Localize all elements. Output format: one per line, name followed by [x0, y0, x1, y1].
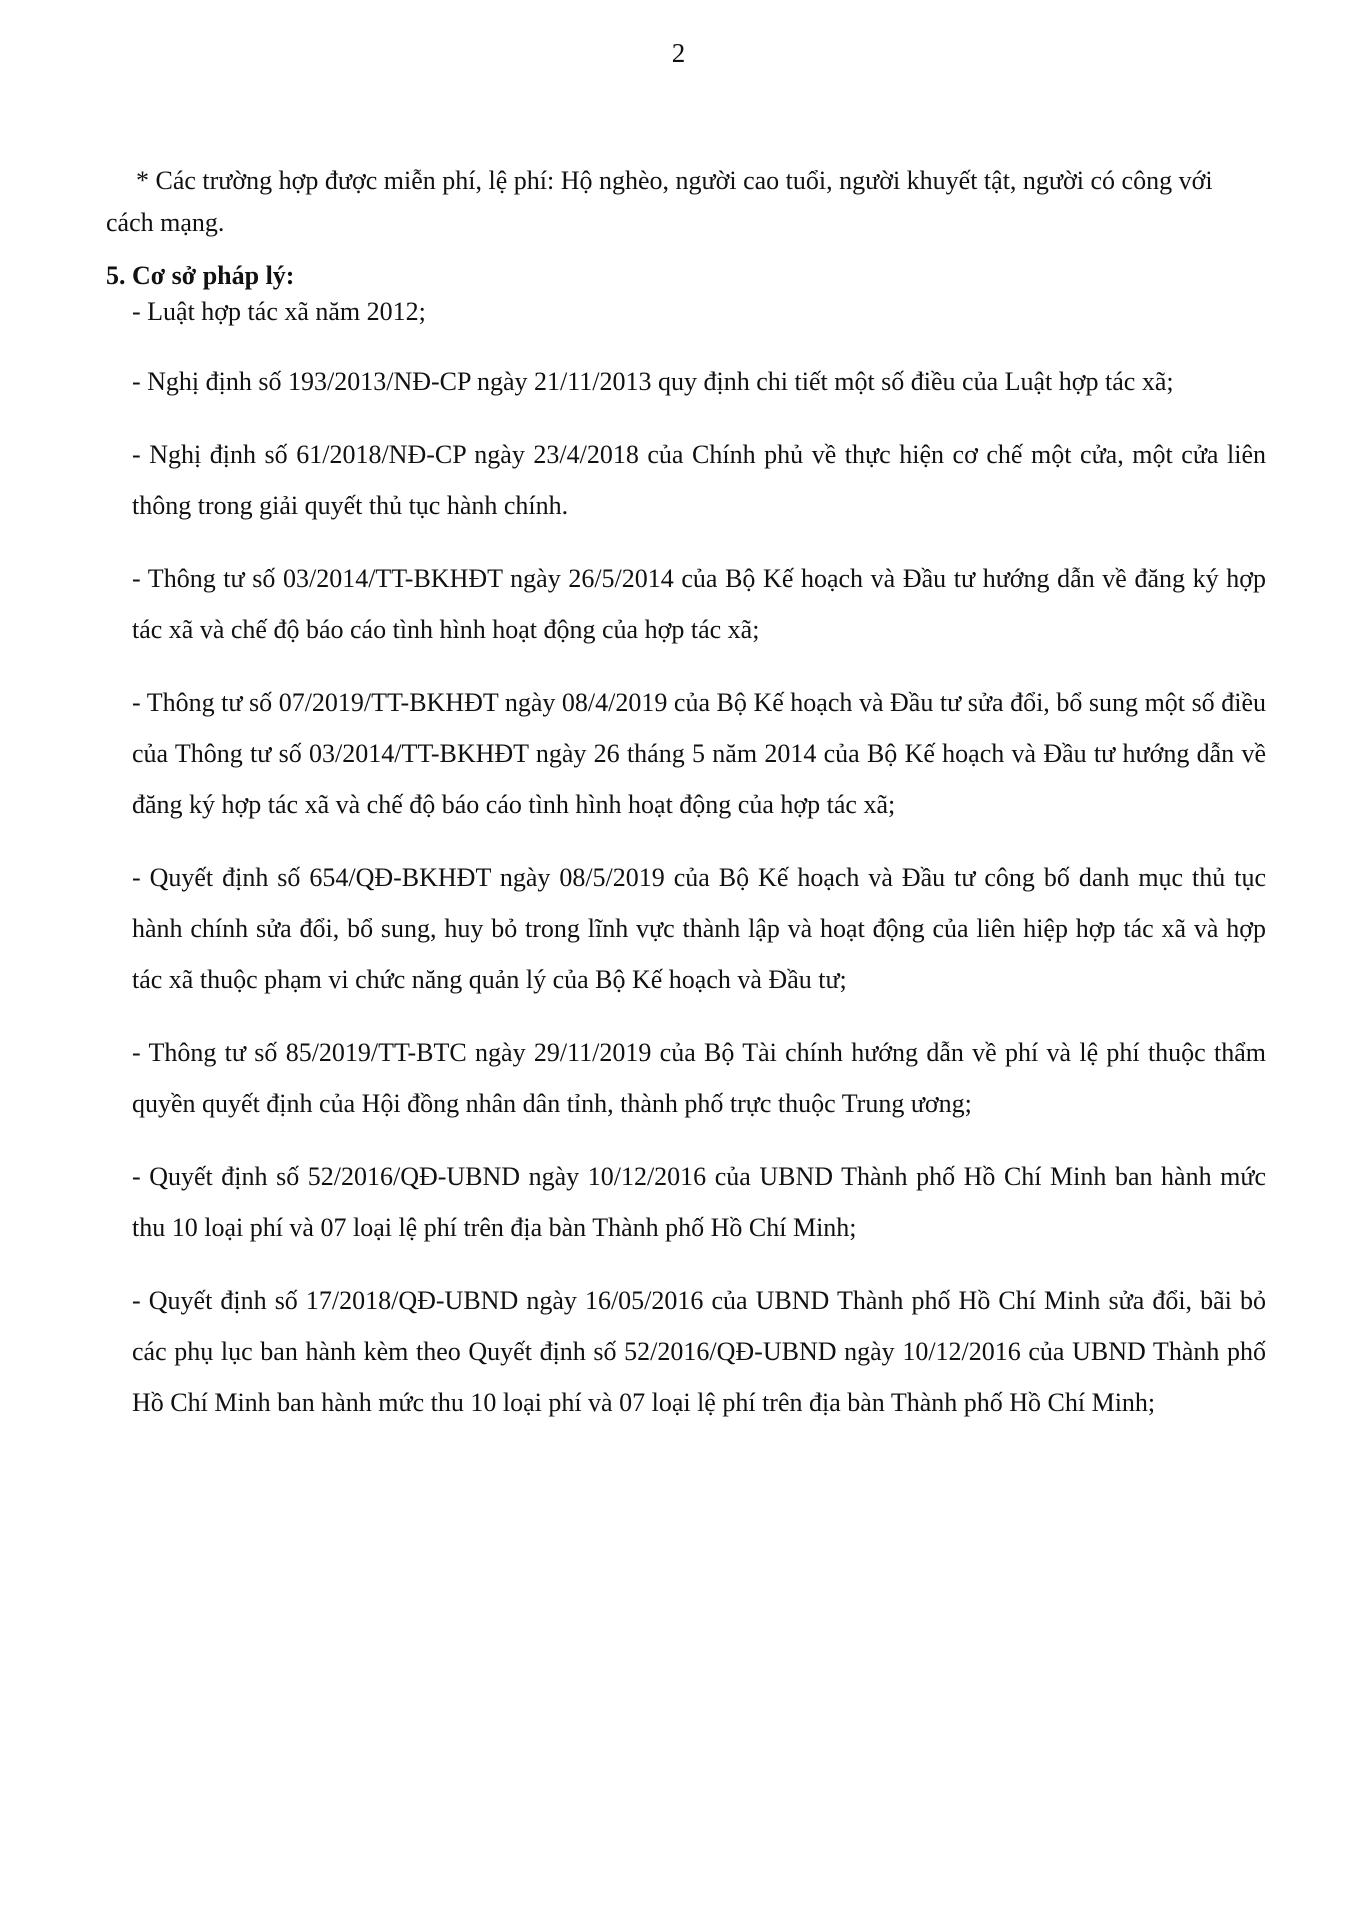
fee-exemption-note: * Các trường hợp được miễn phí, lệ phí: Hộ nghèo, người cao tuổi, người khuyết tật, người có công với cách mạng. [106, 166, 1213, 237]
legal-basis-item: - Luật hợp tác xã năm 2012; [132, 297, 426, 326]
legal-basis-item: - Thông tư số 07/2019/TT-BKHĐT ngày 08/4/2019 của Bộ Kế hoạch và Đầu tư sửa đổi, bổ sung một số điều của Thông tư số 03/2014/TT-BKHĐT ngày 26 tháng 5 năm 2014 của Bộ Kế hoạch và Đầu tư hướng dẫn về đăng ký hợp tác xã và chế độ báo cáo tình hình hoạt động của hợp tác xã; [132, 688, 1266, 819]
legal-basis-item: - Quyết định số 654/QĐ-BKHĐT ngày 08/5/2019 của Bộ Kế hoạch và Đầu tư công bố danh mục thủ tục hành chính sửa đổi, bổ sung, huy bỏ trong lĩnh vực thành lập và hoạt động của liên hiệp hợp tác xã và hợp tác xã thuộc phạm vi chức năng quản lý của Bộ Kế hoạch và Đầu tư; [132, 863, 1266, 994]
legal-basis-item: - Nghị định số 61/2018/NĐ-CP ngày 23/4/2018 của Chính phủ về thực hiện cơ chế một cửa, một cửa liên thông trong giải quyết thủ tục hành chính. [132, 440, 1266, 520]
legal-basis-item: - Thông tư số 85/2019/TT-BTC ngày 29/11/2019 của Bộ Tài chính hướng dẫn về phí và lệ phí thuộc thẩm quyền quyết định của Hội đồng nhân dân tỉnh, thành phố trực thuộc Trung ương; [132, 1038, 1266, 1118]
legal-basis-heading: 5. Cơ sở pháp lý: [106, 261, 295, 290]
legal-basis-list [106, 294, 1266, 1428]
legal-basis-item: - Thông tư số 03/2014/TT-BKHĐT ngày 26/5/2014 của Bộ Kế hoạch và Đầu tư hướng dẫn về đăng ký hợp tác xã và chế độ báo cáo tình hình hoạt động của hợp tác xã; [132, 564, 1266, 644]
page-number: 2 [671, 38, 686, 68]
legal-basis-item: - Quyết định số 52/2016/QĐ-UBND ngày 10/12/2016 của UBND Thành phố Hồ Chí Minh ban hành mức thu 10 loại phí và 07 loại lệ phí trên địa bàn Thành phố Hồ Chí Minh; [132, 1162, 1266, 1242]
legal-basis-item: - Quyết định số 17/2018/QĐ-UBND ngày 16/05/2016 của UBND Thành phố Hồ Chí Minh sửa đổi, bãi bỏ các phụ lục ban hành kèm theo Quyết định số 52/2016/QĐ-UBND ngày 10/12/2016 của UBND Thành phố Hồ Chí Minh ban hành mức thu 10 loại phí và 07 loại lệ phí trên địa bàn Thành phố Hồ Chí Minh; [132, 1286, 1266, 1417]
document-body [106, 160, 1266, 1450]
legal-basis-item: - Nghị định số 193/2013/NĐ-CP ngày 21/11/2013 quy định chi tiết một số điều của Luật hợp tác xã; [132, 367, 1174, 396]
